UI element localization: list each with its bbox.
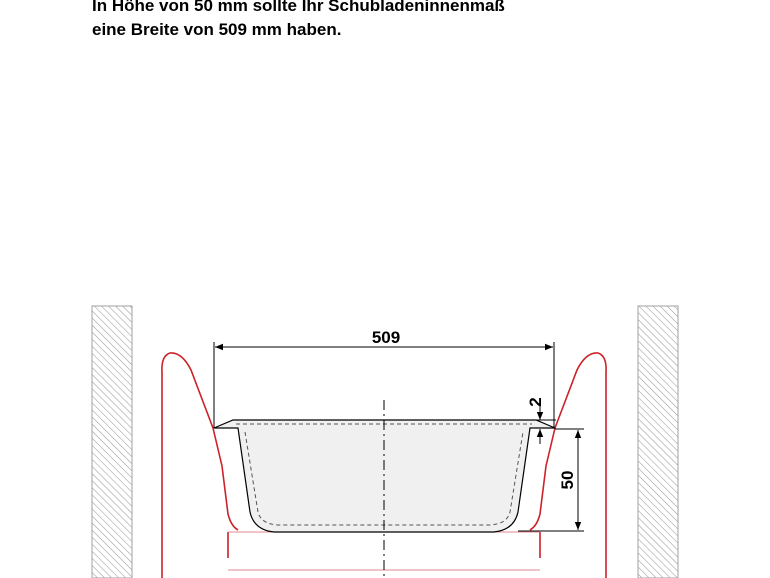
left-cabinet-wall (92, 306, 132, 578)
instruction-line-2: eine Breite von 509 mm haben. (92, 20, 342, 39)
left-drawer-inner-wall (213, 428, 238, 530)
height-dimension-label: 50 (558, 470, 577, 490)
width-dimension-label: 509 (371, 328, 401, 347)
gap-dimension-label: 2 (526, 397, 545, 407)
right-drawer-inner-wall (530, 428, 555, 530)
instruction-line-1: In Höhe von 50 mm sollte Ihr Schubladeninnenmaß (92, 0, 505, 15)
left-drawer-side (162, 353, 213, 578)
right-cabinet-wall (638, 306, 678, 578)
right-drawer-side (555, 353, 606, 578)
